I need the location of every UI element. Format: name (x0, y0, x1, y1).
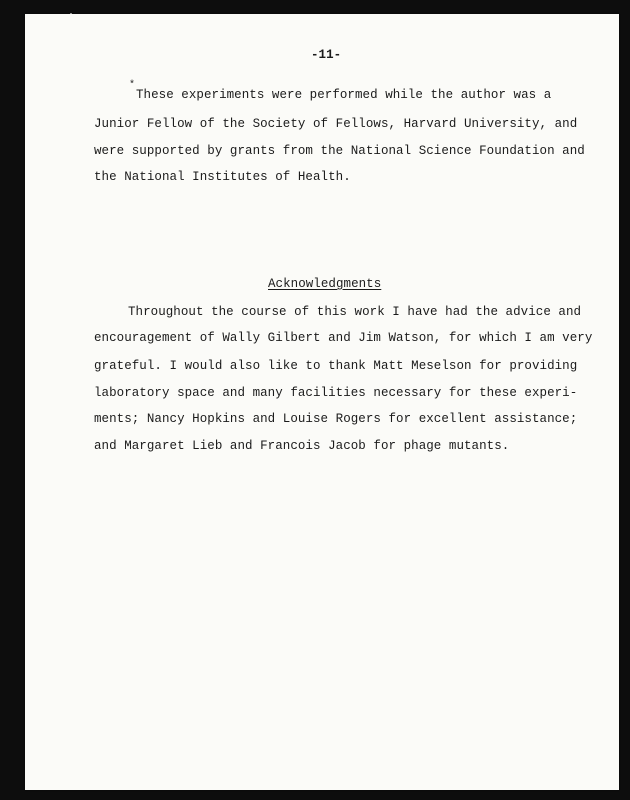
acknowledgments-line: Throughout the course of this work I have had the advice and (128, 305, 582, 319)
footnote-marker: * (129, 80, 136, 91)
footnote-line: were supported by grants from the National Science Foundation and (94, 144, 585, 158)
footnote-line: the National Institutes of Health. (94, 170, 351, 184)
footnote-line: These experiments were performed while the author was a (136, 88, 552, 102)
acknowledgments-line: encouragement of Wally Gilbert and Jim Watson, for which I am very (94, 331, 593, 345)
acknowledgments-heading: Acknowledgments (268, 277, 382, 291)
acknowledgments-line: laboratory space and many facilities necessary for these experi- (94, 386, 578, 400)
acknowledgments-line: and Margaret Lieb and Francois Jacob for phage mutants. (94, 439, 510, 453)
acknowledgments-line: ments; Nancy Hopkins and Louise Rogers for excellent assistance; (94, 412, 578, 426)
acknowledgments-line: grateful. I would also like to thank Matt Meselson for providing (94, 359, 578, 373)
page-number: -11- (311, 48, 342, 62)
footnote-line: Junior Fellow of the Society of Fellows, Harvard University, and (94, 117, 578, 131)
